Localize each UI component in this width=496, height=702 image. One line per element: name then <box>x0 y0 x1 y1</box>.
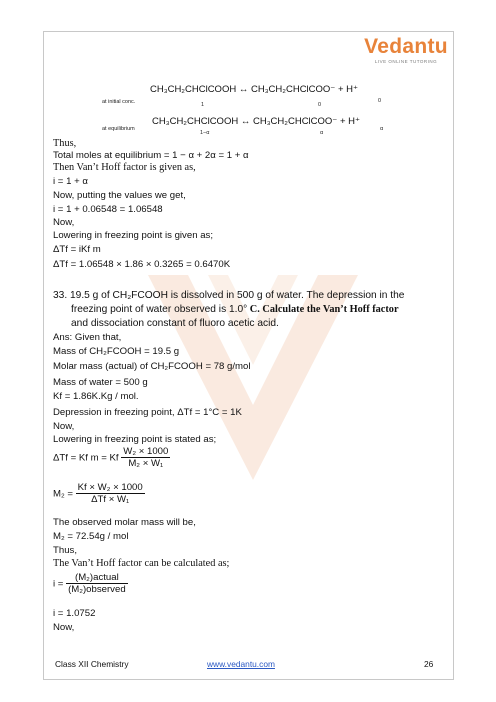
footer-course: Class XII Chemistry <box>55 659 129 669</box>
equation-i-ratio-denominator: (M₂)observed <box>68 584 126 595</box>
equation-m2-denominator: ΔTf × W₁ <box>91 494 130 505</box>
answer-mass: Mass of CH₂FCOOH = 19.5 g <box>53 346 180 357</box>
answer-observed: The observed molar mass will be, <box>53 517 196 528</box>
answer-m2-value: M₂ = 72.54g / mol <box>53 531 129 542</box>
equation-lowering-denominator: M₂ × W₁ <box>128 458 164 469</box>
answer-label: Ans: Given that, <box>53 332 122 343</box>
text-thus: Thus, <box>53 138 77 149</box>
equation-i-value: i = 1 + 0.06548 = 1.06548 <box>53 204 163 215</box>
equation-lowering-numerator: W₂ × 1000 <box>123 446 169 457</box>
equation-lowering-left: ΔTf = Kf m = Kf <box>53 452 119 464</box>
equation-i-ratio <box>53 572 128 604</box>
equation-m2-fraction <box>76 482 145 506</box>
brand-name: Vedantu <box>364 35 448 58</box>
equation-i-ratio-fraction <box>66 572 128 596</box>
equation-dtf: ΔTf = iKf m <box>53 244 101 255</box>
reaction-initial-c1: 1 <box>201 102 205 108</box>
question-33-line1: 33. 19.5 g of CH₂FCOOH is dissolved in 500 g of water. The depression in the <box>53 290 405 301</box>
question-33-line2 <box>71 304 399 316</box>
reaction-initial: CH₃CH₂CHClCOOH ↔ CH₃CH₂CHClCOO⁻ + H⁺ <box>150 84 359 95</box>
brand-logo[interactable] <box>360 36 452 64</box>
text-total-moles: Total moles at equilibrium = 1 − α + 2α = 1 + α <box>53 150 249 161</box>
text-now: Now, <box>53 217 75 228</box>
answer-kf: Kf = 1.86K.Kg / mol. <box>53 391 139 402</box>
text-vhf-given: Then Van’t Hoff factor is given as, <box>53 162 196 173</box>
question-33-line2a: freezing point of water observed is 1.0° <box>71 304 248 315</box>
equation-lowering-fraction <box>121 446 170 470</box>
equation-dtf-value: ΔTf = 1.06548 × 1.86 × 0.3265 = 0.6470K <box>53 259 231 270</box>
answer-now-final: Now, <box>53 622 75 633</box>
equation-i-ratio-numerator: (M₂)actual <box>66 572 128 584</box>
answer-molar-mass: Molar mass (actual) of CH₂FCOOH = 78 g/mol <box>53 361 251 372</box>
reaction-initial-c3: 0 <box>378 98 382 104</box>
equation-i-ratio-left: i = <box>53 578 64 590</box>
reaction-equilibrium: CH₃CH₂CHClCOOH ↔ CH₃CH₂CHClCOO⁻ + H⁺ <box>152 116 361 127</box>
equation-m2-numerator: Kf × W₂ × 1000 <box>77 482 143 493</box>
reaction-initial-c2: 0 <box>318 102 322 108</box>
equation-i: i = 1 + α <box>53 176 88 187</box>
question-33-line2b: C. Calculate the Van’t Hoff factor <box>247 304 399 315</box>
reaction-equilibrium-c2: α <box>320 130 324 136</box>
text-lowering-given: Lowering in freezing point is given as; <box>53 230 213 241</box>
footer-page-number: 26 <box>424 659 434 669</box>
answer-vhf-calc: The Van’t Hoff factor can be calculated as; <box>53 558 230 569</box>
answer-water: Mass of water = 500 g <box>53 377 148 388</box>
brand-tagline: LIVE ONLINE TUTORING <box>374 59 438 64</box>
reaction-equilibrium-label: at equilibrium <box>102 126 135 132</box>
reaction-equilibrium-c3: α <box>380 126 384 132</box>
answer-now: Now, <box>53 421 75 432</box>
equation-m2-left: M₂ = <box>53 488 73 500</box>
answer-lowering-stated: Lowering in freezing point is stated as; <box>53 434 217 445</box>
answer-depression: Depression in freezing point, ΔTf = 1°C = 1K <box>53 407 242 418</box>
equation-m2 <box>53 482 145 510</box>
answer-thus: Thus, <box>53 545 77 556</box>
question-33-line3: and dissociation constant of fluoro acetic acid. <box>71 318 279 329</box>
footer-link[interactable]: www.vedantu.com <box>207 659 275 669</box>
reaction-initial-label: at initial conc. <box>102 99 136 105</box>
text-putting: Now, putting the values we get, <box>53 190 186 201</box>
reaction-equilibrium-c1: 1−α <box>200 130 210 136</box>
equation-lowering <box>53 446 170 472</box>
answer-i-result: i = 1.0752 <box>53 608 96 619</box>
